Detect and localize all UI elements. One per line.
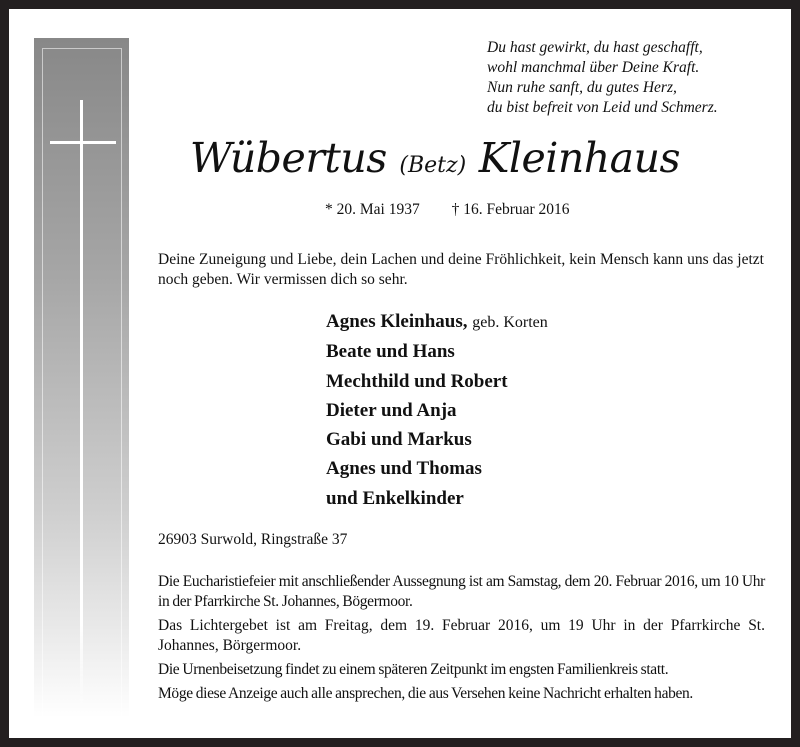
deceased-name <box>9 130 791 194</box>
announcements <box>158 572 765 708</box>
mourner: und Enkelkinder <box>326 487 464 509</box>
mourner: Dieter und Anja <box>326 399 457 421</box>
life-dates <box>325 200 570 220</box>
poem-line: du bist befreit von Leid und Schmerz. <box>487 99 718 116</box>
mourner-name: Agnes Kleinhaus, <box>326 311 468 332</box>
announcement-mass: Die Eucharistiefeier mit anschließender Aussegnung ist am Samstag, dem 20. Februar 2016, um 10 Uhr in der Pfarrkirche St. Johannes, Bögermoor. <box>158 573 765 610</box>
obituary-notice <box>9 9 791 738</box>
poem-line: Nun ruhe sanft, du gutes Herz, <box>487 79 677 96</box>
announcement-prayer: Das Lichtergebet ist am Freitag, dem 19. Februar 2016, um 19 Uhr in der Pfarrkirche St. Johannes, Börgermoor. <box>158 617 765 654</box>
announcement-notice: Möge diese Anzeige auch alle ansprechen, die aus Versehen keine Nachricht erhalten haben. <box>158 685 693 702</box>
intro-text: Deine Zuneigung und Liebe, dein Lachen und deine Fröhlichkeit, kein Mensch kann uns das jetzt noch geben. Wir vermissen dich so sehr. <box>158 251 764 288</box>
announcement-burial: Die Urnenbeisetzung findet zu einem späteren Zeitpunkt im engsten Familienkreis statt. <box>158 661 669 678</box>
mourner: Gabi und Markus <box>326 429 472 451</box>
last-name: Kleinhaus <box>478 134 681 182</box>
mourner: Mechthild und Robert <box>326 370 508 392</box>
poem-line: Du hast gewirkt, du hast geschafft, <box>487 39 703 56</box>
mourner: Agnes und Thomas <box>326 458 482 480</box>
death-date: † 16. Februar 2016 <box>451 201 570 218</box>
poem-line: wohl manchmal über Deine Kraft. <box>487 59 700 76</box>
first-name: Wübertus <box>189 134 387 182</box>
nickname: (Betz) <box>399 153 467 178</box>
address: 26903 Surwold, Ringstraße 37 <box>158 531 348 548</box>
maiden-name: geb. Korten <box>472 314 548 331</box>
poem <box>487 38 718 118</box>
mourner <box>326 307 548 337</box>
mourner: Beate und Hans <box>326 341 455 363</box>
birth-date: * 20. Mai 1937 <box>325 201 420 218</box>
mourners-list <box>326 307 548 513</box>
